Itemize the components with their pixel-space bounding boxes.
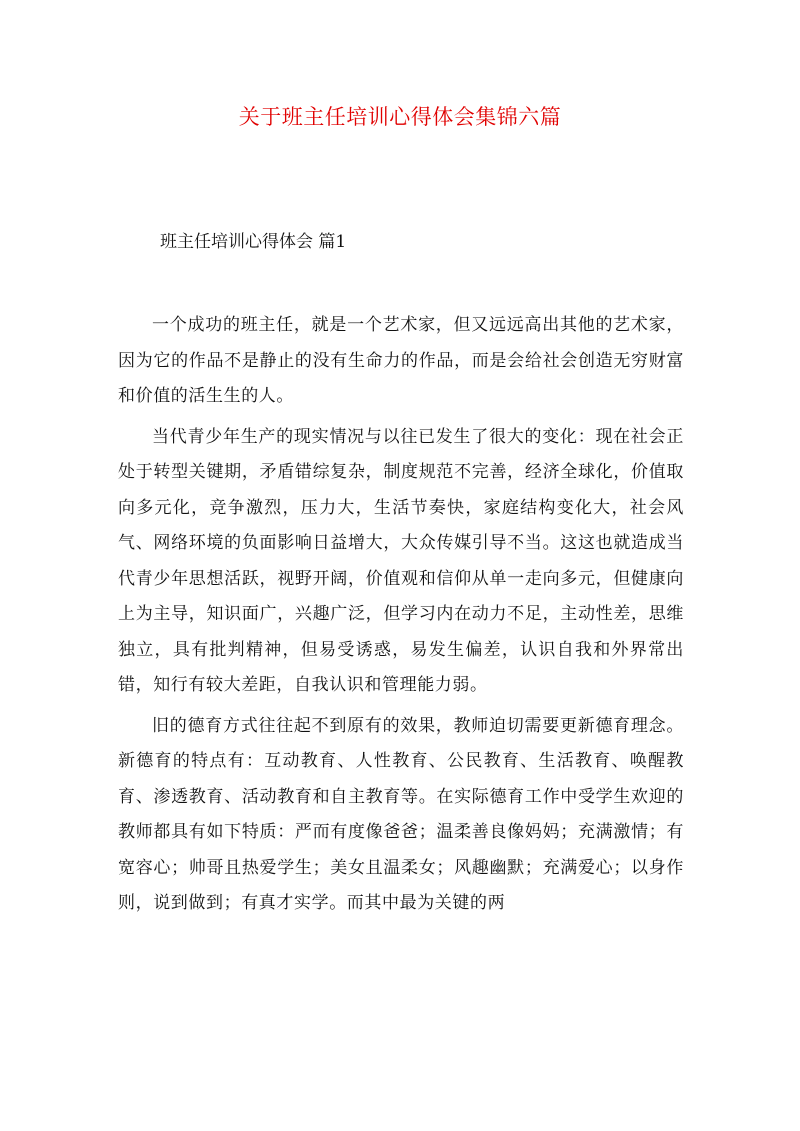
- paragraph-2: 当代青少年生产的现实情况与以往已发生了很大的变化：现在社会正处于转型关键期，矛盾错综复杂，制度规范不完善，经济全球化，价值取向多元化，竞争激烈，压力大，生活节奏快，家庭结构变化大，社会风气、网络环境的负面影响日益增大，大众传媒引导不当。这这也就造成当代青少年思想活跃，视野开阔，价值观和信仰从单一走向多元，但健康向上为主导，知识面广，兴趣广泛，但学习内在动力不足，主动性差，思维独立，具有批判精神，但易受诱惑，易发生偏差，认识自我和外界常出错，知行有较大差距，自我认识和管理能力弱。: [118, 426, 684, 695]
- paragraph-3: 旧的德育方式往往起不到原有的效果，教师迫切需要更新德育理念。新德育的特点有：互动教育、人性教育、公民教育、生活教育、唤醒教育、渗透教育、活动教育和自主教育等。在实际德育工作中受学生欢迎的教师都具有如下特质：严而有度像爸爸；温柔善良像妈妈；充满激情；有宽容心；帅哥且热爱学生；美女且温柔女；风趣幽默；充满爱心；以身作则，说到做到；有真才实学。而其中最为关键的两: [118, 715, 684, 913]
- document-body: [118, 308, 684, 927]
- section-heading: 班主任培训心得体会 篇1: [160, 232, 347, 252]
- paragraph-1: 一个成功的班主任，就是一个艺术家，但又远远高出其他的艺术家，因为它的作品不是静止的没有生命力的作品，而是会给社会创造无穷财富和价值的活生生的人。: [118, 315, 684, 406]
- document-title: 关于班主任培训心得体会集锦六篇: [238, 105, 562, 129]
